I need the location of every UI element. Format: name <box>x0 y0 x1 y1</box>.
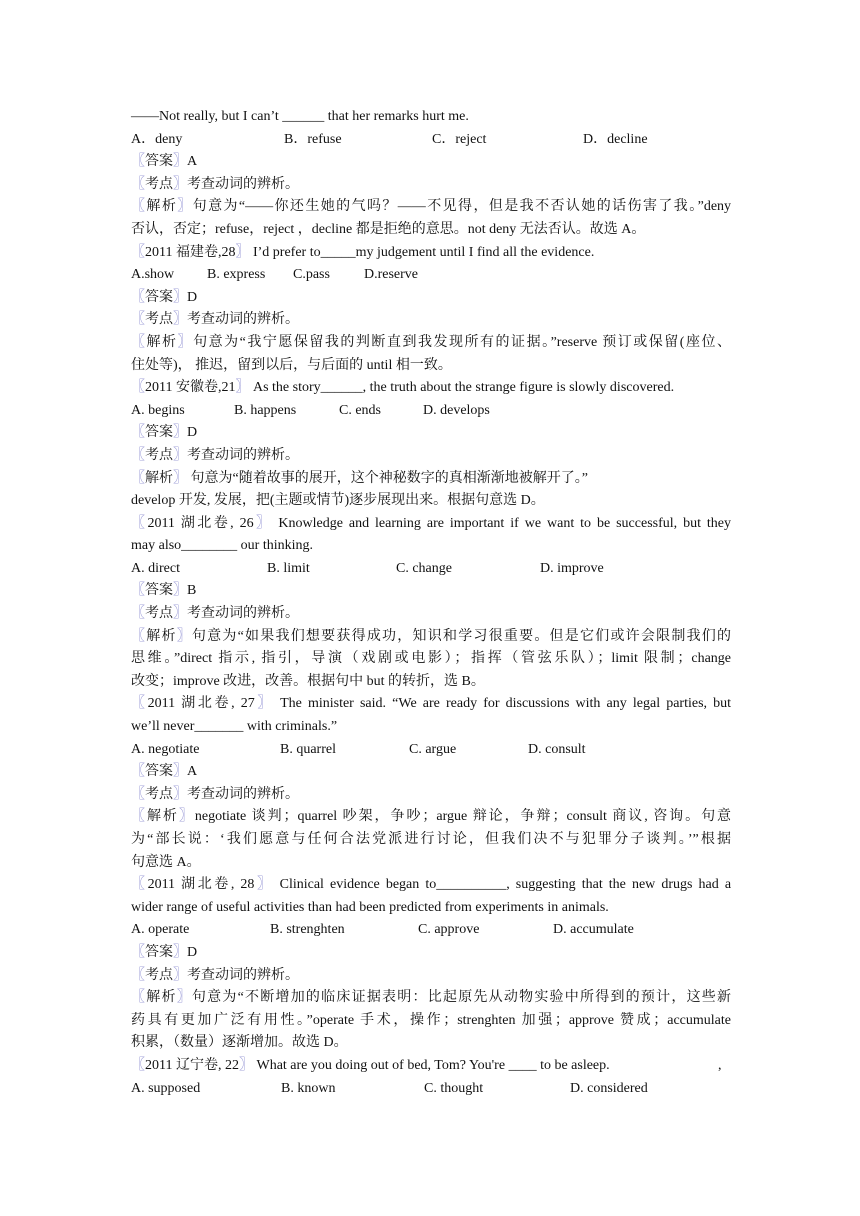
stem-text: Knowledge and learning are important if we want to be successful, but they <box>278 515 732 531</box>
question-source: 2011 湖北卷, 26 <box>147 515 254 531</box>
answer-line <box>131 580 731 603</box>
point-line <box>131 603 731 626</box>
bracket-open: 〖 <box>131 176 145 192</box>
analysis-line <box>131 626 731 649</box>
analysis-text: 改变；improve 改进，改善。根据句中 but 的转折，选 B。 <box>131 673 485 689</box>
bracket-open: 〖 <box>131 447 145 463</box>
option-c: C. change <box>396 560 452 576</box>
analysis-text: 句意为“我宁愿保留我的判断直到我发现所有的证据。”reserve 预订或保留(座位、 <box>193 334 731 350</box>
stem-text: What are you doing out of bed, Tom? You're <box>256 1057 506 1073</box>
options-row <box>131 558 731 581</box>
analysis-text: 句意为“——你还生她的气吗？——不见得，但是我不否认她的话伤害了我。”deny <box>192 199 732 215</box>
bracket-close: 〗 <box>173 944 187 960</box>
bracket-close: 〗 <box>176 990 192 1006</box>
bracket-close: 〗 <box>254 696 274 712</box>
bracket-open: 〖 <box>131 1057 145 1073</box>
analysis-line <box>131 829 731 852</box>
analysis-line <box>131 852 731 875</box>
answer-value: A <box>187 154 198 170</box>
bracket-open: 〖 <box>131 425 145 441</box>
analysis-line <box>131 332 731 355</box>
question-source: 2011 福建卷,28 <box>145 244 236 260</box>
point-text: 考查动词的辨析。 <box>187 967 299 983</box>
analysis-text: 句意选 A。 <box>131 854 201 870</box>
answer-line <box>131 761 731 784</box>
question-source: 2011 湖北卷, 27 <box>147 696 255 712</box>
stem-text: The minister said. “We are ready for discussions with any legal parties, but <box>280 696 732 712</box>
bracket-close: 〗 <box>254 877 274 893</box>
bracket-open: 〖 <box>131 244 145 260</box>
analysis-line <box>131 1032 731 1055</box>
option-d: D. improve <box>540 560 604 576</box>
analysis-tag: 解析 <box>146 334 178 350</box>
bracket-open: 〖 <box>131 583 145 599</box>
option-a: A. direct <box>131 560 180 576</box>
question-stem <box>131 897 731 920</box>
point-tag: 考点 <box>145 447 173 463</box>
option-d: D. develops <box>423 402 490 418</box>
analysis-line <box>131 468 731 491</box>
answer-line <box>131 151 731 174</box>
point-tag: 考点 <box>145 786 173 802</box>
options-row <box>131 264 731 287</box>
bracket-open: 〖 <box>131 312 145 328</box>
point-text: 考查动词的辨析。 <box>187 312 299 328</box>
bracket-close: 〗 <box>253 515 273 531</box>
analysis-text: 句意为“随着故事的展开，这个神秘数字的真相渐渐地被解开了。” <box>190 470 588 486</box>
bracket-close: 〗 <box>177 334 194 350</box>
blank: _____ <box>320 244 356 260</box>
option-c: C. argue <box>409 741 457 757</box>
option-d: D. consult <box>528 741 586 757</box>
analysis-tag: 解析 <box>146 990 177 1006</box>
question-stem <box>131 377 731 400</box>
option-c: C．reject <box>432 131 487 147</box>
option-b: B. strenghten <box>270 922 345 938</box>
analysis-tag: 解析 <box>146 809 179 825</box>
bracket-close: 〗 <box>173 312 187 328</box>
option-b: B. quarrel <box>280 741 336 757</box>
question-stem <box>131 693 731 716</box>
stem-text: Clinical evidence began to__________, suggesting that the new drugs had a <box>279 877 732 893</box>
point-line <box>131 784 731 807</box>
point-line <box>131 174 731 197</box>
bracket-close: 〗 <box>178 809 195 825</box>
bracket-open: 〖 <box>131 289 145 305</box>
bracket-open: 〖 <box>131 944 145 960</box>
answer-line <box>131 942 731 965</box>
answer-tag: 答案 <box>145 289 173 305</box>
question-stem <box>131 1055 731 1078</box>
analysis-text: 否认，否定；refuse，reject ，decline 都是拒绝的意思。not deny 无法否认。故选 A。 <box>131 221 646 237</box>
option-d: D.reserve <box>364 267 419 283</box>
question-stem <box>131 513 731 536</box>
document-page <box>131 106 731 1100</box>
option-c: C.pass <box>293 267 330 283</box>
bracket-open: 〖 <box>131 154 145 170</box>
bracket-close: 〗 <box>173 447 187 463</box>
point-line <box>131 965 731 988</box>
option-d: D. accumulate <box>553 922 634 938</box>
question-source: 2011 湖北卷, 28 <box>147 877 255 893</box>
analysis-line <box>131 355 731 378</box>
option-b: B．refuse <box>284 131 342 147</box>
bracket-close: 〗 <box>235 380 250 396</box>
point-line <box>131 445 731 468</box>
bracket-open: 〖 <box>131 380 145 396</box>
analysis-text: negotiate 谈判；quarrel 吵架，争吵；argue 辩论，争辩；consult 商议, 咨询。句意 <box>194 809 732 825</box>
option-b: B. known <box>281 1080 336 1096</box>
bracket-open: 〖 <box>131 470 145 486</box>
answer-line <box>131 422 731 445</box>
point-tag: 考点 <box>145 606 173 622</box>
analysis-tag: 解析 <box>146 199 178 215</box>
options-row <box>131 400 731 423</box>
bracket-open: 〖 <box>131 990 147 1006</box>
bracket-close: 〗 <box>177 199 193 215</box>
answer-tag: 答案 <box>145 425 173 441</box>
analysis-text: 药具有更加广泛有用性。”operate 手术，操作；strenghten 加强；approve 赞成；accumulate <box>131 1012 731 1028</box>
bracket-open: 〖 <box>131 515 148 531</box>
option-a: A．deny <box>131 131 183 147</box>
answer-tag: 答案 <box>145 583 173 599</box>
bracket-open: 〖 <box>131 696 148 712</box>
options-row <box>131 1078 731 1101</box>
analysis-line <box>131 806 731 829</box>
analysis-line <box>131 671 731 694</box>
answer-value: A <box>187 764 198 780</box>
analysis-text: 思维。”direct 指示, 指引，导演（戏剧或电影）；指挥（管弦乐队）；limit 限制；change <box>131 651 731 667</box>
option-b: B. express <box>207 267 266 283</box>
bracket-close: 〗 <box>173 606 187 622</box>
question-stem <box>131 242 731 265</box>
answer-value: B <box>187 583 197 599</box>
stem-text: As the story______, the truth about the strange figure is slowly discovered. <box>252 380 675 396</box>
bracket-open: 〖 <box>131 199 147 215</box>
analysis-line <box>131 219 731 242</box>
bracket-close: 〗 <box>173 154 187 170</box>
bracket-close: 〗 <box>173 764 187 780</box>
bracket-open: 〖 <box>131 967 145 983</box>
trailing-mark: , <box>718 1057 722 1073</box>
stem-text: we’ll never_______ with criminals.” <box>131 719 338 735</box>
answer-value: D <box>187 944 198 960</box>
option-c: C. approve <box>418 922 480 938</box>
bracket-open: 〖 <box>131 809 147 825</box>
analysis-text: 句意为“如果我们想要获得成功，知识和学习很重要。但是它们或许会限制我们的 <box>191 628 732 644</box>
answer-value: D <box>187 425 198 441</box>
bracket-open: 〖 <box>131 786 145 802</box>
option-a: A.show <box>131 267 175 283</box>
bracket-open: 〖 <box>131 628 147 644</box>
point-line <box>131 309 731 332</box>
point-text: 考查动词的辨析。 <box>187 447 299 463</box>
bracket-open: 〖 <box>131 606 145 622</box>
answer-tag: 答案 <box>145 764 173 780</box>
bracket-close: 〗 <box>173 786 187 802</box>
point-text: 考查动词的辨析。 <box>187 176 299 192</box>
option-a: A. supposed <box>131 1080 201 1096</box>
point-tag: 考点 <box>145 176 173 192</box>
question-stem <box>131 106 731 129</box>
stem-text: my judgement until I find all the evidence. <box>355 244 595 260</box>
answer-tag: 答案 <box>145 154 173 170</box>
analysis-text: 为“部长说：‘我们愿意与任何合法党派进行讨论，但我们决不与犯罪分子谈判。’”根据 <box>131 832 731 847</box>
bracket-open: 〖 <box>131 877 148 893</box>
answer-value: D <box>187 289 198 305</box>
analysis-text: 住处等)， 推迟，留到以后，与后面的 until 相一致。 <box>131 357 452 373</box>
option-a: A. begins <box>131 402 185 418</box>
option-b: B. happens <box>234 402 297 418</box>
question-stem <box>131 535 731 558</box>
bracket-close: 〗 <box>176 628 192 644</box>
analysis-tag: 解析 <box>146 628 177 644</box>
point-tag: 考点 <box>145 312 173 328</box>
stem-text: to be asleep. <box>540 1057 610 1073</box>
bracket-close: 〗 <box>173 583 187 599</box>
bracket-close: 〗 <box>238 1057 253 1073</box>
bracket-open: 〖 <box>131 334 147 350</box>
stem-text: ——Not really, but I can’t ______ that her remarks hurt me. <box>131 109 469 124</box>
point-text: 考查动词的辨析。 <box>187 606 299 622</box>
point-tag: 考点 <box>145 967 173 983</box>
options-row <box>131 129 731 152</box>
blank: ____ <box>508 1057 537 1073</box>
question-stem <box>131 874 731 897</box>
option-a: A. operate <box>131 922 190 938</box>
question-stem <box>131 716 731 739</box>
option-c: C. ends <box>339 402 381 418</box>
bracket-close: 〗 <box>173 176 187 192</box>
analysis-line <box>131 1010 731 1033</box>
bracket-close: 〗 <box>235 244 250 260</box>
option-a: A. negotiate <box>131 741 200 757</box>
answer-line <box>131 287 731 310</box>
answer-tag: 答案 <box>145 944 173 960</box>
bracket-close: 〗 <box>173 289 187 305</box>
analysis-text: 句意为“不断增加的临床证据表明：比起原先从动物实验中所得到的预计，这些新 <box>191 990 732 1006</box>
options-row <box>131 739 731 762</box>
bracket-open: 〖 <box>131 764 145 780</box>
option-c: C. thought <box>424 1080 484 1096</box>
stem-text: may also________ our thinking. <box>131 538 313 554</box>
bracket-close: 〗 <box>173 470 187 486</box>
option-d: D. considered <box>570 1080 648 1096</box>
analysis-line <box>131 987 731 1010</box>
analysis-line <box>131 196 731 219</box>
analysis-text: develop 开发, 发展，把(主题或情节)逐步展现出来。根据句意选 D。 <box>131 493 545 509</box>
analysis-line <box>131 490 731 513</box>
bracket-close: 〗 <box>173 425 187 441</box>
analysis-text: 积累，（数量）逐渐增加。故选 D。 <box>131 1035 348 1051</box>
question-source: 2011 安徽卷,21 <box>145 380 236 396</box>
analysis-tag: 解析 <box>145 470 173 486</box>
option-b: B. limit <box>267 560 310 576</box>
analysis-line <box>131 648 731 671</box>
question-source: 2011 辽宁卷, 22 <box>145 1057 239 1073</box>
stem-text: I’d prefer to <box>252 244 321 260</box>
option-d: D．decline <box>583 131 648 147</box>
bracket-close: 〗 <box>173 967 187 983</box>
options-row <box>131 919 731 942</box>
point-text: 考查动词的辨析。 <box>187 786 299 802</box>
stem-text: wider range of useful activities than had been predicted from experiments in animals. <box>131 899 609 915</box>
